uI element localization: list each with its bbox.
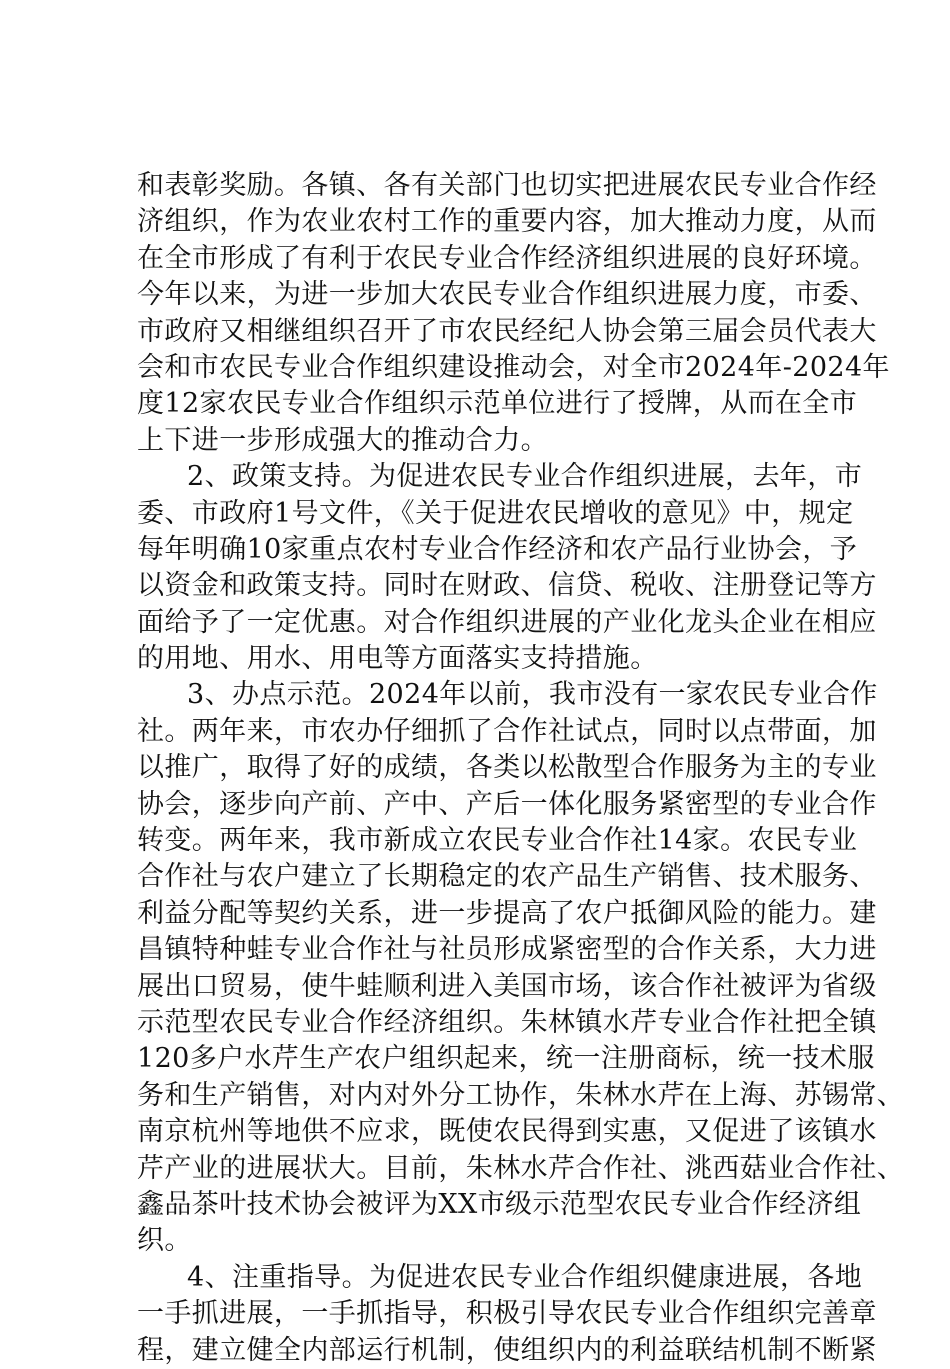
text-line: 转变。两年来，我市新成立农民专业合作社14家。农民专业 [137,825,858,857]
text-line: 以推广，取得了好的成绩，各类以松散型合作服务为主的专业 [137,752,877,784]
paragraph-first-line: 3、办点示范。2024年以前，我市没有一家农民专业合作 [187,679,878,711]
text-line: 以资金和政策支持。同时在财政、信贷、税收、注册登记等方 [137,570,877,602]
text-line: 今年以来，为进一步加大农民专业合作组织进展力度，市委、 [137,279,877,311]
text-line: 委、市政府1号文件，《关于促进农民增收的意见》中，规定 [137,497,854,529]
text-line: 示范型农民专业合作经济组织。朱林镇水芹专业合作社把全镇 [137,1006,877,1038]
text-line: 度12家农民专业合作组织示范单位进行了授牌，从而在全市 [137,388,858,420]
text-line: 芹产业的进展状大。目前，朱林水芹合作社、洮西菇业合作社、 [137,1152,905,1184]
text-line: 协会，逐步向产前、产中、产后一体化服务紧密型的专业合作 [137,788,877,820]
text-line: 鑫品茶叶技术协会被评为XX市级示范型农民专业合作经济组 [137,1188,862,1220]
text-line: 和表彰奖励。各镇、各有关部门也切实把进展农民专业合作经 [137,170,877,201]
paragraph-first-line: 4、注重指导。为促进农民专业合作组织健康进展，各地 [187,1261,863,1293]
document-body [137,168,905,1369]
text-line: 织。 [137,1225,192,1257]
text-line: 每年明确10家重点农村专业合作经济和农产品行业协会，予 [137,533,858,565]
text-line: 济组织，作为农业农村工作的重要内容，加大推动力度，从而 [137,206,877,238]
text-line: 利益分配等契约关系，进一步提高了农户抵御风险的能力。建 [137,897,877,929]
text-line: 120多户水芹生产农户组织起来，统一注册商标，统一技术服 [137,1043,875,1075]
text-line: 的用地、用水、用电等方面落实支持措施。 [137,643,658,675]
text-line: 在全市形成了有利于农民专业合作经济组织进展的良好环境。 [137,242,877,274]
text-line: 合作社与农户建立了长期稳定的农产品生产销售、技术服务、 [137,861,877,893]
paragraph-first-line: 2、政策支持。为促进农民专业合作组织进展，去年，市 [187,461,863,493]
text-line: 昌镇特种蛙专业合作社与社员形成紧密型的合作关系，大力进 [137,934,877,966]
text-line: 社。两年来，市农办仔细抓了合作社试点，同时以点带面，加 [137,715,877,747]
text-line: 一手抓进展，一手抓指导，积极引导农民专业合作组织完善章 [137,1298,877,1330]
text-line: 上下进一步形成强大的推动合力。 [137,424,548,456]
text-line: 会和市农民专业合作组织建设推动会，对全市2024年-2024年 [137,351,890,383]
text-line: 程，建立健全内部运行机制，使组织内的利益联结机制不断紧 [137,1334,877,1366]
text-line: 展出口贸易，使牛蛙顺利进入美国市场，该合作社被评为省级 [137,970,877,1002]
text-line: 南京杭州等地供不应求，既使农民得到实惠，又促进了该镇水 [137,1116,877,1148]
text-line: 务和生产销售，对内对外分工协作，朱林水芹在上海、苏锡常、 [137,1079,905,1111]
text-line: 市政府又相继组织召开了市农民经纪人协会第三届会员代表大 [137,315,877,347]
text-line: 面给予了一定优惠。对合作组织进展的产业化龙头企业在相应 [137,606,877,638]
